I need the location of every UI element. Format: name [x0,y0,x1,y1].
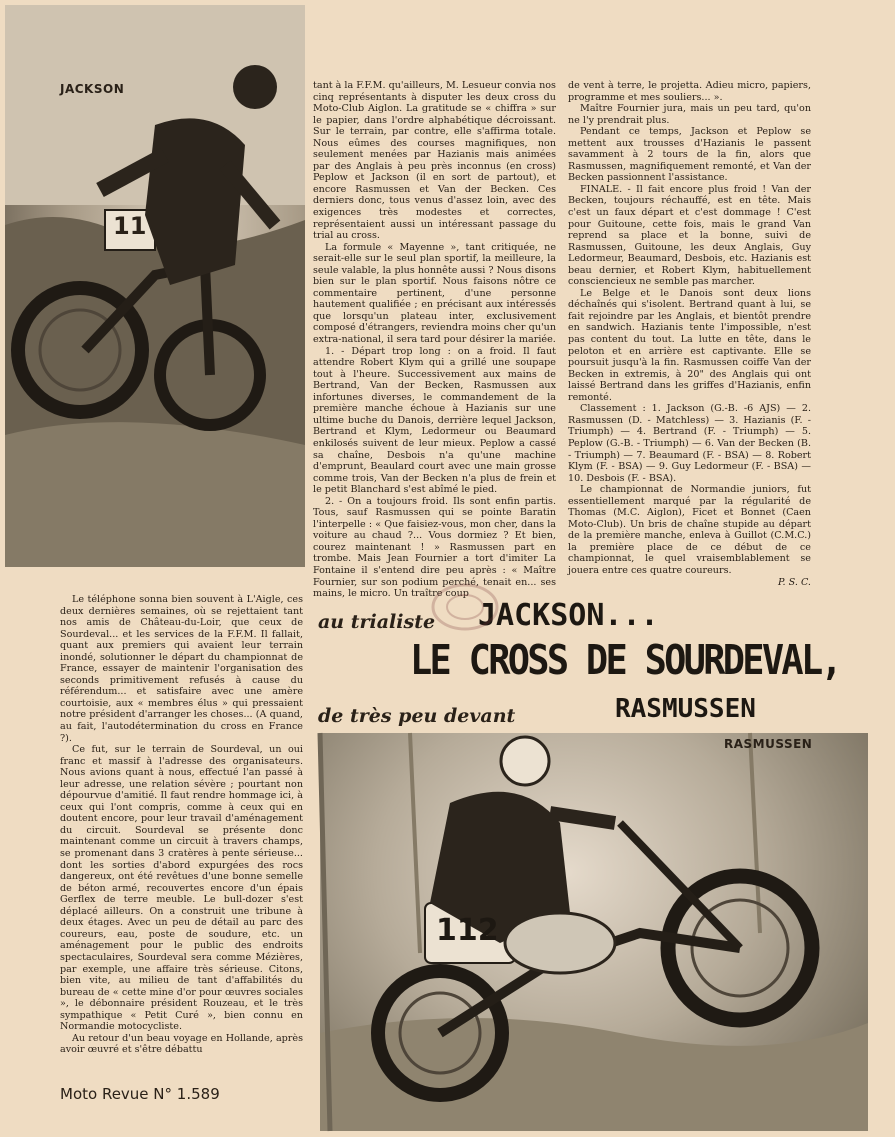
article-column-right [568,80,811,588]
rasmussen-rider-illustration [320,733,868,1131]
headline-line3-big: RASMUSSEN [615,694,756,724]
jackson-rider-illustration [5,5,305,567]
paragraph: de vent à terre, le projetta. Adieu micro, papiers, programme et mes souliers... ». [568,80,811,103]
photo-label-jackson: JACKSON [60,82,125,96]
headline-line2: LE CROSS DE SOURDEVAL, [410,636,841,684]
photo-jackson [5,5,305,567]
headline-line3-small: de très peu devant [318,705,516,727]
paragraph: Maître Fournier jura, mais un peu tard, qu'on ne l'y prendrait plus. [568,103,811,126]
headline-line1-big: JACKSON... [478,598,659,633]
headline-line1-small: au trialiste [318,611,436,633]
paragraph: Pendant ce temps, Jackson et Peplow se mettent aux trousses d'Hazianis le passent savamment à 2 tours de la fin, alors que Rasmussen, magnifiquement remonté, et Van der Becken passionnent l'assistance. [568,126,811,184]
classement-paragraph: Classement : 1. Jackson (G.-B. -6 AJS) — 2. Rasmussen (D. - Matchless) — 3. Hazianis (F. - Triumph) — 4. Bertrand (F. - Triumph) — 5. Peplow (G.-B. - Triumph) — 6. Van der Becken (B. - Triumph) — 7. Beaumard (F. - BSA) — 8. Robert Klym (F. - BSA) — 9. Guy Ledormeur (F. - BSA) — 10. Desbois (F. - BSA). [568,403,811,484]
paragraph: 2. - On a toujours froid. Ils sont enfin partis. Tous, sauf Rasmussen qui se pointe Baratin l'interpelle : « Que faisiez-vous, mon cher, dans la voiture au chaud ?... Vous dormiez ? Et bien, courez maintenant ! » Rasmussen part en trombe. Mais Jean Fournier a tort d'imiter La Fontaine il s'entend dire peu après : « Maître Fournier, sur son podium perché, tenait en... ses mains, le micro. Un traître coup [313,495,556,600]
stamp-watermark-icon [430,582,500,632]
paragraph: tant à la F.F.M. qu'ailleurs, M. Lesueur convia nos cinq représentants à disputer les deux cross du Moto-Club Aiglon. La gratitude se « chiffra » sur le papier, dans l'ordre alphabétique décroissant. Sur le terrain, par contre, elle s'affirma totale. Nous eûmes des courses magnifiques, non seulement menées par Hazianis mais animées par des Anglais à peu près inconnus (en cross) Peplow et Jackson (il en sort de partout), et encore Rasmussen et Van der Becken. Ces derniers donc, tous venus d'assez loin, avec des exigences très modestes et correctes, représentaient aussi un intéressant passage du trial au cross. [313,80,556,242]
paragraph: Le téléphone sonna bien souvent à L'Aigle, ces deux dernières semaines, où se rejettaient tant nos amis de Château-du-Loir, que ceux de Sourdeval... et les services de la F.F.M. Il fallait, quant aux premiers qui avaient leur terrain inondé, solutionner le départ du championnat de France, essayer de maintenir l'organisation des seconds primitivement refusés à cause du référendum... et satisfaire avec une amère courtoisie, aux « membres élus » qui pressaient notre président d'arranger les choses... (A quand, au fait, l'autodétermination du cross en France ?). [60,594,303,744]
race-plate-jackson: 11 [113,212,147,240]
photo-label-rasmussen: RASMUSSEN [724,737,813,751]
paragraph: Au retour d'un beau voyage en Hollande, après avoir œuvré et s'être débattu [60,1032,303,1056]
paragraph: Le championnat de Normandie juniors, fut essentiellement marqué par la régularité de Thomas (M.C. Aiglon), Ficet et Bonnet (Caen Moto-Club). Un bris de chaîne stupide au départ de la première manche, enleva à Guillot (C.M.C.) la première place de ce début de ce championnat, le quel vraisemblablement se jouera entre ces quatre coureurs. [568,484,811,576]
article-column-middle [313,80,556,600]
article-column-left [60,594,303,1074]
author-signature: P. S. C. [778,576,811,588]
paragraph: Ce fut, sur le terrain de Sourdeval, un oui franc et massif à l'adresse des organisateurs. Nous avions quant à nous, effectué l'an passé à leur adresse, une relation sévère ; pourtant non dépourvue d'amitié. Il faut rendre hommage ici, à ceux qui l'ont compris, comme à ceux qui en doutent encore, pour leur travail d'aménagement du circuit. Sourdeval se présente donc maintenant comme un circuit à travers champs, se promenant dans 3 cratères à pente sérieuse... dont les sorties d'abord expurgées des rocs dangereux, ont été revêtues d'une bonne semelle de béton armé, recouvertes encore d'un épais Gerflex de terre meuble. Le bull-dozer s'est déplacé ailleurs. On a construit une tribune à deux étages. Avec un peu de détail au parc des coureurs, eau, poste de soudure, etc. un aménagement pour le public des endroits spectaculaires, Sourdeval sera comme Mézières, par exemple, une affaire très sérieuse. Citons, bien vite, au milieu de tant d'affabilités du bureau de « cette mine d'or pour œuvres sociales », le débonnaire président Rouzeau, et le très sympathique « Petit Curé », bien connu en Normandie motocycliste. [60,744,303,1033]
magazine-footer: Moto Revue N° 1.589 [60,1085,220,1103]
paragraph: 1. - Départ trop long : on a froid. Il faut attendre Robert Klym qui a grillé une soupape tout à l'heure. Successivement aux mains de Bertrand, Van der Becken, Rasmussen aux infortunes diverses, le commandement de la première manche échoue à Hazianis sur une ultime buche du Danois, derrière lequel Jackson, Bertrand et Klym, Ledormeur ou Beaumard enkilosés suivent de leur mieux. Peplow a cassé sa chaîne, Desbois n'a qu'une machine d'emprunt, Beaulard court avec une main grosse comme trois, Van der Becken n'a plus de frein et le petit Blanchard s'est abîmé le pied. [313,345,556,496]
paragraph: Le Belge et le Danois sont deux lions déchaînés qui s'isolent. Bertrand quant à lui, se fait rejoindre par les Anglais, et bientôt prendre en sandwich. Hazianis tente l'impossible, n'est pas content du tout. La lutte en tête, dans le peloton et en arrière est captivante. Elle se poursuit jusqu'à la fin. Rasmussen coiffe Van der Becken in extremis, à 20" des Anglais qui ont laissé Bertrand dans les griffes d'Hazianis, enfin remonté. [568,287,811,403]
photo-rasmussen [320,733,868,1131]
paragraph: FINALE. - Il fait encore plus froid ! Van der Becken, toujours réchauffé, est en tête. Mais c'est un faux départ et c'est dommage ! C'est pour Guitoune, cette fois, mais le grand Van reprend sa place et la bonne, suivi de Rasmussen, Guitoune, les deux Anglais, Guy Ledormeur, Beaumard, Desbois, etc. Hazianis est beau dernier, et Robert Klym, habituellement consciencieux ne semble pas marcher. [568,183,811,288]
race-plate-rasmussen: 112 [436,913,499,948]
paragraph: La formule « Mayenne », tant critiquée, ne serait-elle sur le seul plan sportif, la meilleure, la seule valable, la plus honnête aussi ? Nous disons bien sur le plan sportif. Nous faisons nôtre ce commentaire pertinent, d'une personne hautement qualifiée ; en précisant aux intéressés que lorsqu'un plateau inter, exclusivement composé d'étrangers, reviendra moins cher qu'un extra-national, il sera tard pour désirer la mariée. [313,241,556,346]
